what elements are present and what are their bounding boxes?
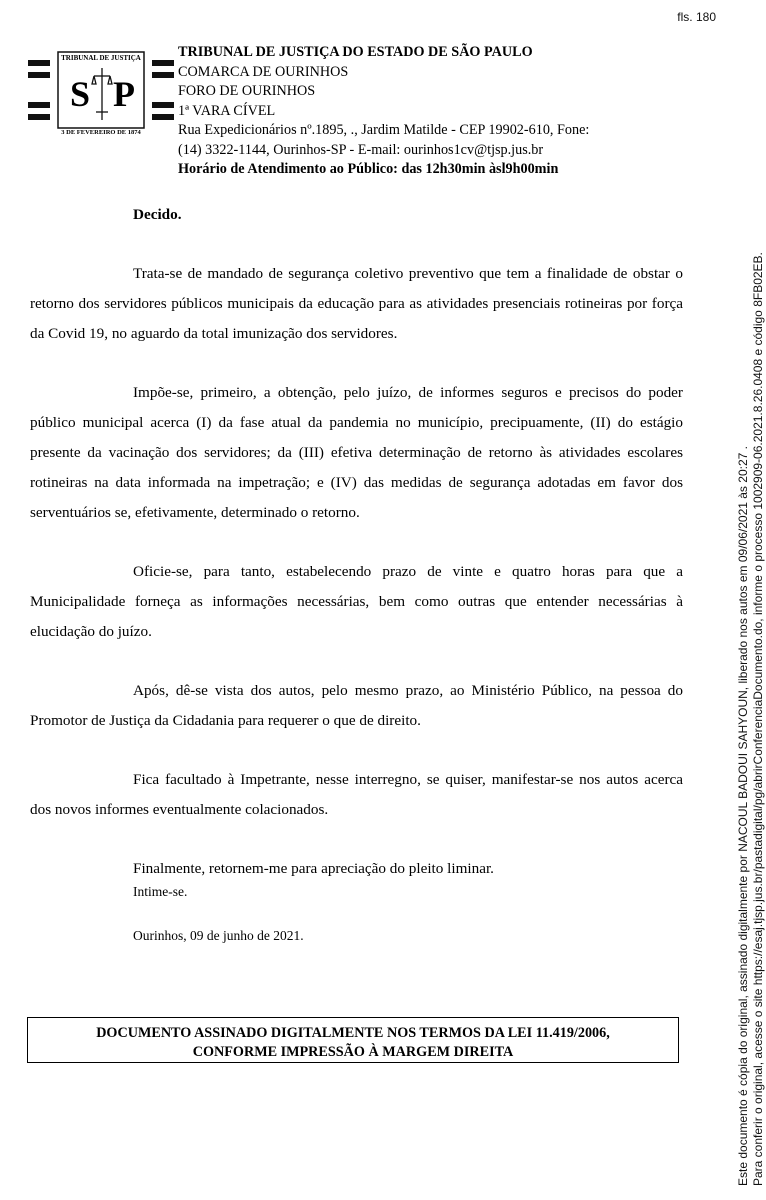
margin-authentication-note [736,252,765,1186]
signature-notice-line-1: DOCUMENTO ASSINADO DIGITALMENTE NOS TERMOS DA LEI 11.419/2006, [96,1025,610,1041]
digital-signature-notice [27,1017,679,1063]
court-name: TRIBUNAL DE JUSTIÇA DO ESTADO DE SÃO PAULO [178,44,533,60]
foro: FORO DE OURINHOS [178,83,316,99]
seal-letter-right: P [113,74,135,114]
court-seal-logo [28,38,174,142]
court-header [178,43,698,180]
place-date: Ourinhos, 09 de junho de 2021. [133,928,304,943]
seal-letter-left: S [69,74,91,114]
comarca: COMARCA DE OURINHOS [178,63,349,80]
paragraph-5: Fica facultado à Impetrante, nesse interregno, se quiser, manifestar-se nos autos acerca dos novos informes eventualmente colacionados. [30,771,683,818]
signature-notice-line-2: CONFORME IMPRESSÃO À MARGEM DIREITA [192,1044,514,1060]
margin-note-line-1: Este documento é cópia do original, assinado digitalmente por NACOUL BADOUI SAHYOUN, liberado nos autos em 09/06/2021 às 20:27 . [736,446,750,1186]
paragraph-4: Após, dê-se vista dos autos, pelo mesmo prazo, ao Ministério Público, na pessoa do Promotor de Justiça da Cidadania para requerer o que de direito. [30,682,683,729]
seal-bottom-text: 3 DE FEVEREIRO DE 1874 [61,129,141,136]
vara: 1ª VARA CÍVEL [178,102,276,119]
office-hours: Horário de Atendimento ao Público: das 12h30min àsl9h00min [178,161,559,177]
margin-note-line-2: Para conferir o original, acesse o site https://esaj.tjsp.jus.br/pastadigital/pg/abrirConferenciaDocumento.do, informe o processo 1002909-06.2021.8.26.0408 e código 8FB02EB. [750,252,765,1186]
decision-body [30,200,683,946]
page-number: fls. 180 [677,10,716,24]
address-line-2: (14) 3322-1144, Ourinhos-SP - E-mail: ourinhos1cv@tjsp.jus.br [178,141,544,158]
decision-heading: Decido. [133,206,182,223]
seal-top-text: TRIBUNAL DE JUSTIÇA [61,54,141,62]
paragraph-2: Impõe-se, primeiro, a obtenção, pelo juízo, de informes seguros e precisos do poder público municipal acerca (I) da fase atual da pandemia no município, precipuamente, (II) do estágio presente da vacinação dos servidores; da (III) efetiva determinação de retorno às atividades escolares rotineiras na data informada na impetração; e (IV) das medidas de segurança adotadas em favor dos serventuários se, efetivamente, determinado o retorno. [30,384,683,521]
paragraph-6: Finalmente, retornem-me para apreciação do pleito liminar. [133,860,494,877]
paragraph-3: Oficie-se, para tanto, estabelecendo prazo de vinte e quatro horas para que a Municipalidade forneça as informações necessárias, bem como outras que entender necessárias à elucidação do juízo. [30,563,683,640]
paragraph-1: Trata-se de mandado de segurança coletivo preventivo que tem a finalidade de obstar o retorno dos servidores públicos municipais da educação para as atividades presenciais rotineiras por força da Covid 19, no aguardo da total imunização dos servidores. [30,265,683,342]
intime-line: Intime-se. [133,884,188,899]
address-line-1: Rua Expedicionários nº.1895, ., Jardim Matilde - CEP 19902-610, Fone: [178,122,590,138]
